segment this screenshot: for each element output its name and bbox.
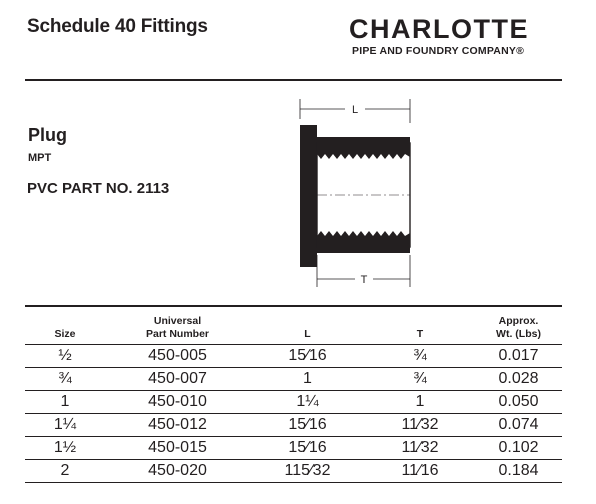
plug-head (300, 125, 317, 267)
part-number: PVC PART NO. 2113 (27, 180, 170, 197)
logo-tagline: PIPE AND FOUNDRY COMPANY® (352, 45, 525, 57)
cell-t: ¾ (365, 368, 475, 391)
product-name: Plug (28, 125, 67, 145)
charlotte-logo (349, 14, 569, 62)
cell-weight: 0.074 (475, 414, 562, 437)
header-part-number (105, 309, 250, 345)
header-rule (25, 79, 562, 81)
cell-part: 450-010 (105, 391, 250, 414)
cell-l: 1 (250, 368, 365, 391)
bottom-thread (317, 236, 410, 253)
cell-part: 450-007 (105, 368, 250, 391)
table-header-row (25, 309, 562, 345)
table-row (25, 460, 562, 483)
cell-weight: 0.184 (475, 460, 562, 483)
cell-size: 1¼ (25, 414, 105, 437)
cell-weight: 0.102 (475, 437, 562, 460)
header-part-line1: Universal (153, 315, 202, 327)
header-size: Size (25, 309, 105, 345)
length-label: L (351, 104, 359, 116)
cell-part: 450-012 (105, 414, 250, 437)
document-title: Schedule 40 Fittings (27, 16, 208, 37)
cell-l: 15⁄16 (250, 437, 365, 460)
cell-size: ½ (25, 345, 105, 368)
header-weight-line1: Approx. (498, 315, 539, 327)
header-weight-line2: Wt. (Lbs) (496, 328, 541, 340)
cell-weight: 0.028 (475, 368, 562, 391)
specs-table (25, 309, 562, 483)
cell-l: 15⁄16 (250, 414, 365, 437)
cell-part: 450-015 (105, 437, 250, 460)
cell-size: ¾ (25, 368, 105, 391)
cell-l: 115⁄32 (250, 460, 365, 483)
cell-weight: 0.017 (475, 345, 562, 368)
cell-t: 11⁄32 (365, 437, 475, 460)
cell-t: 11⁄16 (365, 460, 475, 483)
cell-size: 1½ (25, 437, 105, 460)
table-row (25, 414, 562, 437)
cell-l: 15⁄16 (250, 345, 365, 368)
header-part-line2: Part Number (145, 328, 209, 340)
header-t: T (365, 309, 475, 345)
table-rule (25, 305, 562, 307)
top-thread (317, 137, 410, 154)
cell-l: 1¼ (250, 391, 365, 414)
cell-t: 1 (365, 391, 475, 414)
logo-wordmark: CHARLOTTE (349, 14, 529, 44)
table-row (25, 437, 562, 460)
cell-t: ¾ (365, 345, 475, 368)
cell-size: 1 (25, 391, 105, 414)
thread-label: T (360, 274, 368, 286)
cell-t: 11⁄32 (365, 414, 475, 437)
cell-part: 450-005 (105, 345, 250, 368)
cell-size: 2 (25, 460, 105, 483)
cell-part: 450-020 (105, 460, 250, 483)
header-weight (475, 309, 562, 345)
cell-weight: 0.050 (475, 391, 562, 414)
table-row (25, 391, 562, 414)
thread-type: MPT (28, 152, 52, 164)
table-row (25, 345, 562, 368)
header-l: L (250, 309, 365, 345)
plug-drawing (285, 95, 435, 295)
table-row (25, 368, 562, 391)
